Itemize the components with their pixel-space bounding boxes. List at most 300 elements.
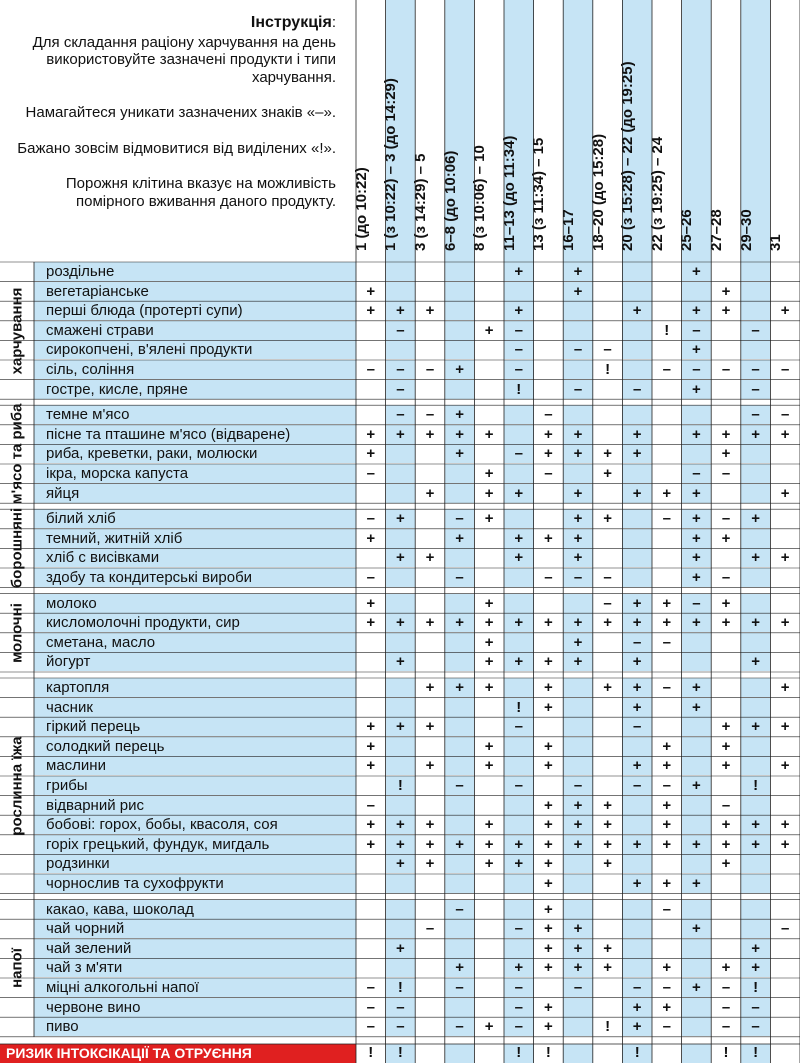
- table-cell: +: [484, 425, 494, 443]
- table-cell: [474, 978, 504, 997]
- table-cell: +: [563, 425, 593, 444]
- table-row: [34, 380, 800, 399]
- table-cell: [741, 262, 771, 281]
- table-cell: [770, 262, 800, 281]
- table-row: [34, 998, 800, 1017]
- table-cell: [504, 509, 534, 528]
- table-cell: [741, 568, 771, 587]
- table-cell: [415, 340, 445, 359]
- table-cell: [356, 698, 386, 717]
- table-cell: [534, 548, 564, 567]
- table-cell: +: [622, 484, 652, 503]
- table-cell: [534, 776, 564, 795]
- table-cell: [741, 900, 771, 919]
- table-cell: –: [386, 405, 416, 424]
- table-row: [34, 1017, 800, 1036]
- table-cell: –: [386, 998, 416, 1017]
- column-header-label: 25–26: [678, 209, 696, 251]
- table-row: [34, 698, 800, 717]
- table-cell: –: [563, 340, 593, 359]
- table-cell: [711, 900, 741, 919]
- table-cell: +: [603, 959, 612, 977]
- table-cell: +: [721, 529, 731, 547]
- table-cell: +: [682, 340, 712, 359]
- table-cell: [386, 633, 416, 652]
- table-cell: +: [603, 855, 612, 873]
- risk-cell: !: [504, 1044, 534, 1063]
- table-cell: [445, 717, 475, 736]
- column-header: [678, 0, 712, 262]
- table-cell: [474, 776, 504, 795]
- table-cell: [534, 717, 564, 736]
- table-cell: [534, 282, 564, 301]
- table-cell: [415, 380, 445, 399]
- table-cell: +: [544, 920, 553, 938]
- table-cell: [386, 262, 416, 281]
- table-cell: –: [445, 568, 475, 587]
- table-cell: [356, 262, 386, 281]
- table-cell: +: [682, 548, 712, 567]
- table-cell: +: [445, 360, 475, 379]
- table-cell: [415, 633, 445, 652]
- table-cell: [711, 340, 741, 359]
- row-label: родзинки: [34, 854, 356, 873]
- table-cell: +: [563, 835, 593, 854]
- table-cell: +: [682, 529, 712, 548]
- group-label: рослинна їжа: [8, 736, 26, 836]
- table-cell: +: [563, 529, 593, 548]
- table-cell: +: [386, 613, 416, 632]
- table-cell: +: [484, 757, 494, 775]
- row-label: вегетаріанське: [34, 282, 356, 301]
- table-row: [34, 652, 800, 671]
- table-cell: +: [662, 484, 672, 502]
- table-cell: +: [741, 835, 771, 854]
- table-cell: [356, 919, 386, 938]
- table-cell: [504, 568, 534, 587]
- table-cell: [741, 756, 771, 775]
- table-cell: +: [780, 816, 790, 834]
- table-cell: [741, 633, 771, 652]
- table-cell: +: [425, 835, 435, 853]
- row-label: перші блюда (протерті супи): [34, 301, 356, 320]
- table-cell: +: [741, 509, 771, 528]
- table-row: [34, 262, 800, 281]
- table-cell: [356, 854, 386, 873]
- table-cell: +: [563, 262, 593, 281]
- table-cell: [474, 548, 504, 567]
- table-cell: –: [445, 509, 475, 528]
- table-cell: [622, 340, 652, 359]
- table-cell: [415, 262, 445, 281]
- table-cell: [770, 568, 800, 587]
- table-cell: +: [682, 835, 712, 854]
- table-cell: [622, 509, 652, 528]
- table-cell: +: [425, 302, 435, 320]
- table-cell: [682, 652, 712, 671]
- table-cell: +: [622, 835, 652, 854]
- table-cell: [356, 548, 386, 567]
- table-cell: –: [563, 380, 593, 399]
- table-cell: +: [780, 757, 790, 775]
- table-row: [34, 835, 800, 854]
- table-cell: [593, 633, 623, 652]
- table-cell: [504, 633, 534, 652]
- table-cell: +: [622, 678, 652, 697]
- table-cell: !: [605, 361, 611, 378]
- table-row: [34, 340, 800, 359]
- table-cell: +: [603, 465, 612, 482]
- table-cell: –: [504, 321, 534, 340]
- table-cell: [386, 796, 416, 815]
- table-cell: [415, 652, 445, 671]
- table-cell: +: [386, 939, 416, 958]
- table-cell: –: [504, 1017, 534, 1036]
- table-cell: [652, 854, 682, 873]
- table-cell: [711, 380, 741, 399]
- table-cell: [682, 717, 712, 736]
- table-cell: [415, 998, 445, 1017]
- table-cell: [534, 484, 564, 503]
- table-cell: –: [622, 633, 652, 652]
- table-cell: +: [741, 958, 771, 977]
- table-cell: [534, 321, 564, 340]
- row-label: риба, креветки, раки, молюски: [34, 444, 356, 463]
- group-label: м'ясо та риба: [8, 403, 26, 505]
- table-cell: +: [484, 737, 494, 755]
- table-cell: [770, 978, 800, 997]
- table-cell: [415, 939, 445, 958]
- table-row: [34, 874, 800, 893]
- table-cell: +: [445, 613, 475, 632]
- table-cell: [593, 484, 623, 503]
- table-cell: [504, 796, 534, 815]
- table-cell: –: [662, 900, 671, 918]
- table-cell: +: [682, 776, 712, 795]
- column-header: [589, 0, 623, 262]
- table-cell: [741, 484, 771, 503]
- row-label: горіх грецький, фундук, мигдаль: [34, 835, 356, 854]
- table-cell: [622, 464, 652, 483]
- table-cell: +: [366, 816, 376, 834]
- column-header-label: 16–17: [559, 209, 577, 251]
- table-cell: +: [445, 529, 475, 548]
- table-cell: [770, 633, 800, 652]
- table-cell: +: [721, 737, 731, 755]
- table-cell: [445, 340, 475, 359]
- table-cell: +: [721, 425, 731, 443]
- table-cell: +: [445, 405, 475, 424]
- risk-cell: [415, 1044, 445, 1063]
- table-cell: [593, 262, 623, 281]
- table-cell: [741, 796, 771, 815]
- table-cell: [534, 380, 564, 399]
- table-cell: [770, 509, 800, 528]
- row-label: солодкий перець: [34, 737, 356, 756]
- row-label: смажені страви: [34, 321, 356, 340]
- table-cell: +: [721, 445, 731, 463]
- table-cell: [415, 1017, 445, 1036]
- group-label: молочні: [8, 602, 26, 663]
- table-cell: [445, 301, 475, 320]
- table-cell: [445, 464, 475, 483]
- table-cell: +: [425, 855, 435, 873]
- table-cell: [386, 900, 416, 919]
- table-cell: –: [781, 406, 790, 424]
- table-row: [34, 633, 800, 652]
- table-cell: [563, 717, 593, 736]
- table-cell: [386, 282, 416, 301]
- table-cell: –: [741, 380, 771, 399]
- table-row: [34, 444, 800, 463]
- table-cell: [356, 939, 386, 958]
- table-cell: [770, 340, 800, 359]
- table-cell: +: [741, 548, 771, 567]
- table-cell: +: [484, 816, 494, 834]
- table-cell: +: [780, 425, 790, 443]
- table-cell: +: [425, 484, 435, 502]
- table-cell: +: [544, 939, 553, 957]
- table-cell: [593, 998, 623, 1017]
- table-cell: [445, 484, 475, 503]
- table-cell: –: [504, 340, 534, 359]
- table-cell: +: [682, 425, 712, 444]
- table-cell: +: [504, 613, 534, 632]
- table-cell: [741, 464, 771, 483]
- table-cell: [445, 633, 475, 652]
- table-cell: +: [662, 757, 672, 775]
- table-cell: [563, 900, 593, 919]
- table-cell: [593, 919, 623, 938]
- row-label: міцні алкогольні напої: [34, 978, 356, 997]
- table-cell: [474, 939, 504, 958]
- table-row: [34, 594, 800, 613]
- table-cell: [563, 998, 593, 1017]
- table-cell: +: [741, 652, 771, 671]
- table-cell: [652, 425, 682, 444]
- table-cell: –: [544, 569, 553, 586]
- table-cell: !: [504, 380, 534, 399]
- table-cell: +: [484, 321, 494, 339]
- column-header-label: 3 (з 14:29) – 5: [411, 153, 429, 251]
- table-cell: [593, 776, 623, 795]
- table-cell: +: [563, 548, 593, 567]
- table-cell: +: [386, 854, 416, 873]
- column-header: [441, 0, 475, 262]
- table-cell: +: [682, 380, 712, 399]
- table-cell: [504, 815, 534, 834]
- table-cell: [682, 282, 712, 301]
- table-cell: [474, 301, 504, 320]
- table-cell: [563, 464, 593, 483]
- table-cell: –: [445, 978, 475, 997]
- table-cell: [415, 698, 445, 717]
- table-cell: +: [721, 757, 731, 775]
- row-label: маслини: [34, 756, 356, 775]
- risk-cell: [770, 1044, 800, 1063]
- table-cell: +: [682, 678, 712, 697]
- table-cell: [652, 262, 682, 281]
- table-cell: +: [425, 425, 435, 443]
- table-cell: [593, 900, 623, 919]
- table-cell: [386, 756, 416, 775]
- column-header-label: 31: [767, 234, 785, 251]
- table-cell: [770, 282, 800, 301]
- table-cell: [682, 815, 712, 834]
- table-cell: [534, 633, 564, 652]
- table-cell: [593, 717, 623, 736]
- table-cell: +: [682, 874, 712, 893]
- table-cell: [563, 874, 593, 893]
- table-cell: +: [484, 594, 494, 612]
- table-cell: +: [662, 796, 672, 814]
- table-row: [34, 360, 800, 379]
- table-cell: +: [682, 698, 712, 717]
- table-cell: –: [622, 776, 652, 795]
- table-cell: –: [741, 321, 771, 340]
- table-cell: [415, 737, 445, 756]
- table-cell: +: [682, 301, 712, 320]
- table-cell: +: [504, 958, 534, 977]
- table-cell: +: [504, 652, 534, 671]
- table-cell: –: [386, 321, 416, 340]
- table-cell: [415, 321, 445, 340]
- table-cell: [711, 548, 741, 567]
- table-cell: [504, 594, 534, 613]
- table-cell: [741, 854, 771, 873]
- table-cell: [682, 958, 712, 977]
- table-cell: [622, 529, 652, 548]
- table-cell: +: [721, 282, 731, 300]
- table-cell: +: [662, 998, 672, 1016]
- table-cell: –: [741, 360, 771, 379]
- table-cell: [770, 464, 800, 483]
- table-cell: +: [366, 835, 376, 853]
- table-cell: [534, 340, 564, 359]
- table-cell: –: [662, 777, 671, 794]
- table-cell: +: [603, 835, 612, 853]
- table-cell: +: [682, 262, 712, 281]
- instructions-block: [0, 14, 336, 228]
- table-cell: +: [780, 679, 790, 696]
- instructions-paragraph-avoid: Намагайтеся уникати зазначених знаків «–».: [25, 104, 336, 121]
- table-cell: [474, 919, 504, 938]
- instructions-paragraph-empty-cell: Порожня клітина вказує на можливість помірного вживання даного продукту.: [65, 175, 336, 210]
- table-cell: [415, 282, 445, 301]
- table-cell: [741, 919, 771, 938]
- table-cell: +: [366, 282, 376, 300]
- table-cell: –: [662, 979, 671, 996]
- row-label: чай з м'яти: [34, 958, 356, 977]
- table-cell: [682, 939, 712, 958]
- table-cell: +: [741, 717, 771, 736]
- table-cell: [622, 919, 652, 938]
- table-cell: –: [563, 776, 593, 795]
- table-cell: –: [682, 594, 712, 613]
- table-cell: +: [741, 815, 771, 834]
- table-cell: +: [622, 1017, 652, 1036]
- table-cell: [356, 900, 386, 919]
- table-cell: +: [366, 445, 376, 463]
- row-label: здобу та кондитерські вироби: [34, 568, 356, 587]
- table-cell: –: [425, 406, 435, 424]
- table-cell: –: [445, 1017, 475, 1036]
- table-cell: [356, 874, 386, 893]
- table-cell: [770, 594, 800, 613]
- risk-cell: !: [386, 1044, 416, 1063]
- table-cell: [415, 776, 445, 795]
- table-cell: [356, 958, 386, 977]
- table-cell: [356, 340, 386, 359]
- table-cell: [386, 484, 416, 503]
- table-row: [34, 484, 800, 503]
- table-cell: [682, 756, 712, 775]
- table-cell: –: [603, 594, 612, 612]
- table-cell: –: [662, 361, 671, 378]
- column-header-label: 13 (з 11:34) – 15: [530, 137, 548, 251]
- table-cell: +: [504, 484, 534, 503]
- table-cell: +: [662, 594, 672, 612]
- table-cell: +: [662, 875, 672, 892]
- table-cell: [652, 548, 682, 567]
- table-cell: –: [721, 979, 731, 996]
- table-row: [34, 796, 800, 815]
- table-cell: [593, 548, 623, 567]
- table-cell: –: [504, 978, 534, 997]
- table-cell: [356, 380, 386, 399]
- row-label: чай чорний: [34, 919, 356, 938]
- table-cell: –: [544, 406, 553, 424]
- table-cell: +: [622, 594, 652, 613]
- table-cell: [356, 484, 386, 503]
- table-cell: –: [366, 361, 375, 378]
- table-cell: [770, 796, 800, 815]
- table-row: [34, 405, 800, 424]
- table-cell: [741, 282, 771, 301]
- table-cell: [770, 958, 800, 977]
- column-header-label: 1 (до 10:22): [352, 167, 370, 251]
- table-cell: [770, 444, 800, 463]
- table-cell: +: [563, 509, 593, 528]
- table-cell: [415, 796, 445, 815]
- table-cell: [504, 756, 534, 775]
- table-cell: [563, 594, 593, 613]
- table-cell: +: [721, 594, 731, 612]
- table-cell: +: [366, 614, 376, 632]
- table-cell: [652, 919, 682, 938]
- table-cell: !: [504, 698, 534, 717]
- table-cell: [563, 301, 593, 320]
- table-cell: +: [662, 614, 672, 632]
- column-header: [559, 0, 593, 262]
- table-cell: +: [682, 568, 712, 587]
- table-cell: –: [721, 796, 731, 814]
- table-cell: –: [366, 998, 375, 1016]
- table-cell: +: [662, 835, 672, 853]
- group-label-cell: [0, 678, 34, 894]
- table-cell: –: [662, 679, 671, 696]
- table-cell: –: [504, 360, 534, 379]
- table-cell: [504, 282, 534, 301]
- table-cell: –: [544, 465, 553, 482]
- table-row: [34, 529, 800, 548]
- table-cell: +: [622, 301, 652, 320]
- table-cell: –: [741, 998, 771, 1017]
- table-cell: [474, 282, 504, 301]
- column-header: [619, 0, 652, 262]
- table-cell: –: [622, 380, 652, 399]
- table-cell: [622, 405, 652, 424]
